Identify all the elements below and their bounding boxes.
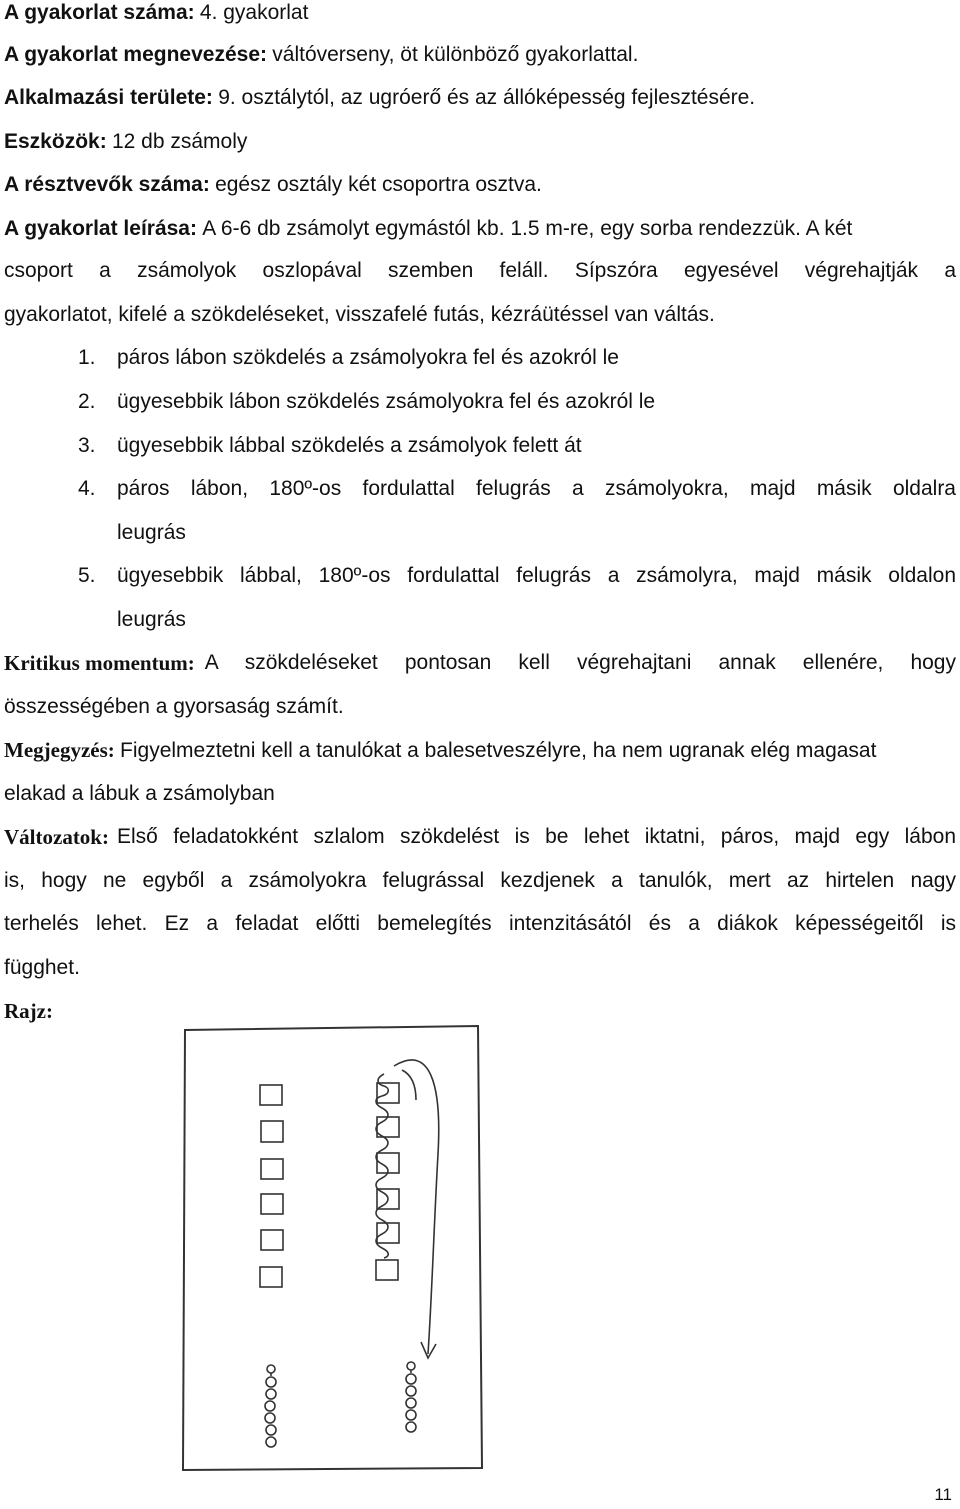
exercise-number-line [4,0,308,25]
stool [377,1117,399,1137]
stool [261,1230,283,1250]
student-marker [266,1389,276,1399]
application-area-line [4,85,755,110]
step-text-continued: leugrás [117,521,186,544]
critical-line-2: összességében a gyorsaság számít. [4,695,344,718]
return-arrow [394,1060,439,1358]
exercise-number-label: A gyakorlat száma: [4,1,195,24]
step-number: 1. [78,346,96,369]
critical-label: Kritikus momentum: [4,651,195,675]
variants-label: Változatok: [4,825,109,849]
step-text-continued: leugrás [117,608,186,631]
application-area-label: Alkalmazási területe: [4,86,213,109]
student-marker [267,1365,275,1373]
student-marker [407,1362,415,1370]
arrow-curve [394,1060,439,1354]
variants-line-3: terhelés lehet. Ez a feladat előtti bemelegítés intenzitásától és a diákok képességeitől is [4,912,956,935]
student-marker [406,1398,416,1408]
stool [260,1267,282,1287]
student-marker [265,1413,275,1423]
variants-line-2: is, hogy ne egyből a zsámolyokra felugrással kezdjenek a tanulók, mert az hirtelen nagy [4,869,956,892]
exercise-name-label: A gyakorlat megnevezése: [4,43,268,66]
loop-path [376,1074,388,1258]
student-marker [266,1437,276,1447]
step-number: 2. [78,390,96,413]
tools-value: 12 db zsámoly [111,130,248,153]
drawing-frame [183,1026,482,1470]
student-marker [406,1422,416,1432]
step-text: ügyesebbik lábon szökdelés zsámolyokra fel és azokról le [117,390,656,413]
critical-text-1 [205,651,956,675]
note-text-1: Figyelmeztetni kell a tanulókat a balesetveszélyre, ha nem ugranak elég magasat [120,739,877,762]
application-area-value: 9. osztálytól, az ugróerő és az állóképesség fejlesztésére. [218,86,756,109]
step-number: 4. [78,477,96,500]
stool [260,1085,282,1105]
description-label: A gyakorlat leírása: [4,217,197,240]
tools-label: Eszközök: [4,130,107,153]
note-line-2: elakad a lábuk a zsámolyban [4,782,275,805]
step-number: 5. [78,564,96,587]
variants-line-4: függhet. [4,956,80,979]
step-text: páros lábon, 180º-os fordulattal felugrás a zsámolyokra, majd másik oldalra [117,477,956,500]
page-number: 11 [934,1485,952,1504]
critical-text: A szökdeléseket pontosan kell végrehajtani annak ellenére, hogy [204,651,956,674]
participants-value: egész osztály két csoportra osztva. [215,173,542,196]
student-marker [266,1377,276,1387]
step-text: páros lábon szökdelés a zsámolyokra fel és azokról le [117,346,619,369]
note-label: Megjegyzés: [4,738,115,762]
description-line-1 [4,216,956,241]
right-team [406,1362,416,1432]
variants-text-1: Első feladatokként szlalom szökdelést is be lehet iktatni, páros, majd egy lábon [116,825,956,848]
student-marker [406,1386,416,1396]
variants-line-1 [4,825,956,849]
exercise-number-value: 4. gyakorlat [199,1,309,24]
right-loop [402,1070,416,1100]
left-stool-column [260,1085,283,1287]
note-line-1 [4,738,876,763]
step-number: 3. [78,434,96,457]
participants-line [4,172,542,197]
description-line-2: csoport a zsámolyok oszlopával szemben feláll. Sípszóra egyesével végrehajtják a [4,259,956,282]
stool [261,1194,283,1214]
student-marker [406,1410,416,1420]
stool [261,1121,283,1142]
step-text: ügyesebbik lábbal szökdelés a zsámolyok felett át [117,434,582,457]
student-marker [265,1401,275,1411]
tools-line [4,129,247,154]
student-marker [266,1425,276,1435]
exercise-name-value: váltóverseny, öt különböző gyakorlattal. [272,43,639,66]
stool [261,1159,283,1179]
hand-drawing [180,1024,490,1472]
description-line-3: gyakorlatot, kifelé a szökdeléseket, visszafelé futás, kézráütéssel van váltás. [4,303,715,326]
drawing-label: Rajz: [4,999,53,1023]
step-text: ügyesebbik lábbal, 180º-os fordulattal felugrás a zsámolyra, majd másik oldalon [117,564,956,587]
right-stool-column [376,1070,416,1280]
exercise-name-line [4,42,638,67]
participants-label: A résztvevők száma: [4,173,210,196]
description-text-1: A 6-6 db zsámolyt egymástól kb. 1.5 m-re, egy sorba rendezzük. A két [202,217,853,240]
student-marker [406,1374,416,1384]
left-team [265,1365,276,1447]
stool [376,1260,398,1280]
critical-line-1 [4,651,956,675]
